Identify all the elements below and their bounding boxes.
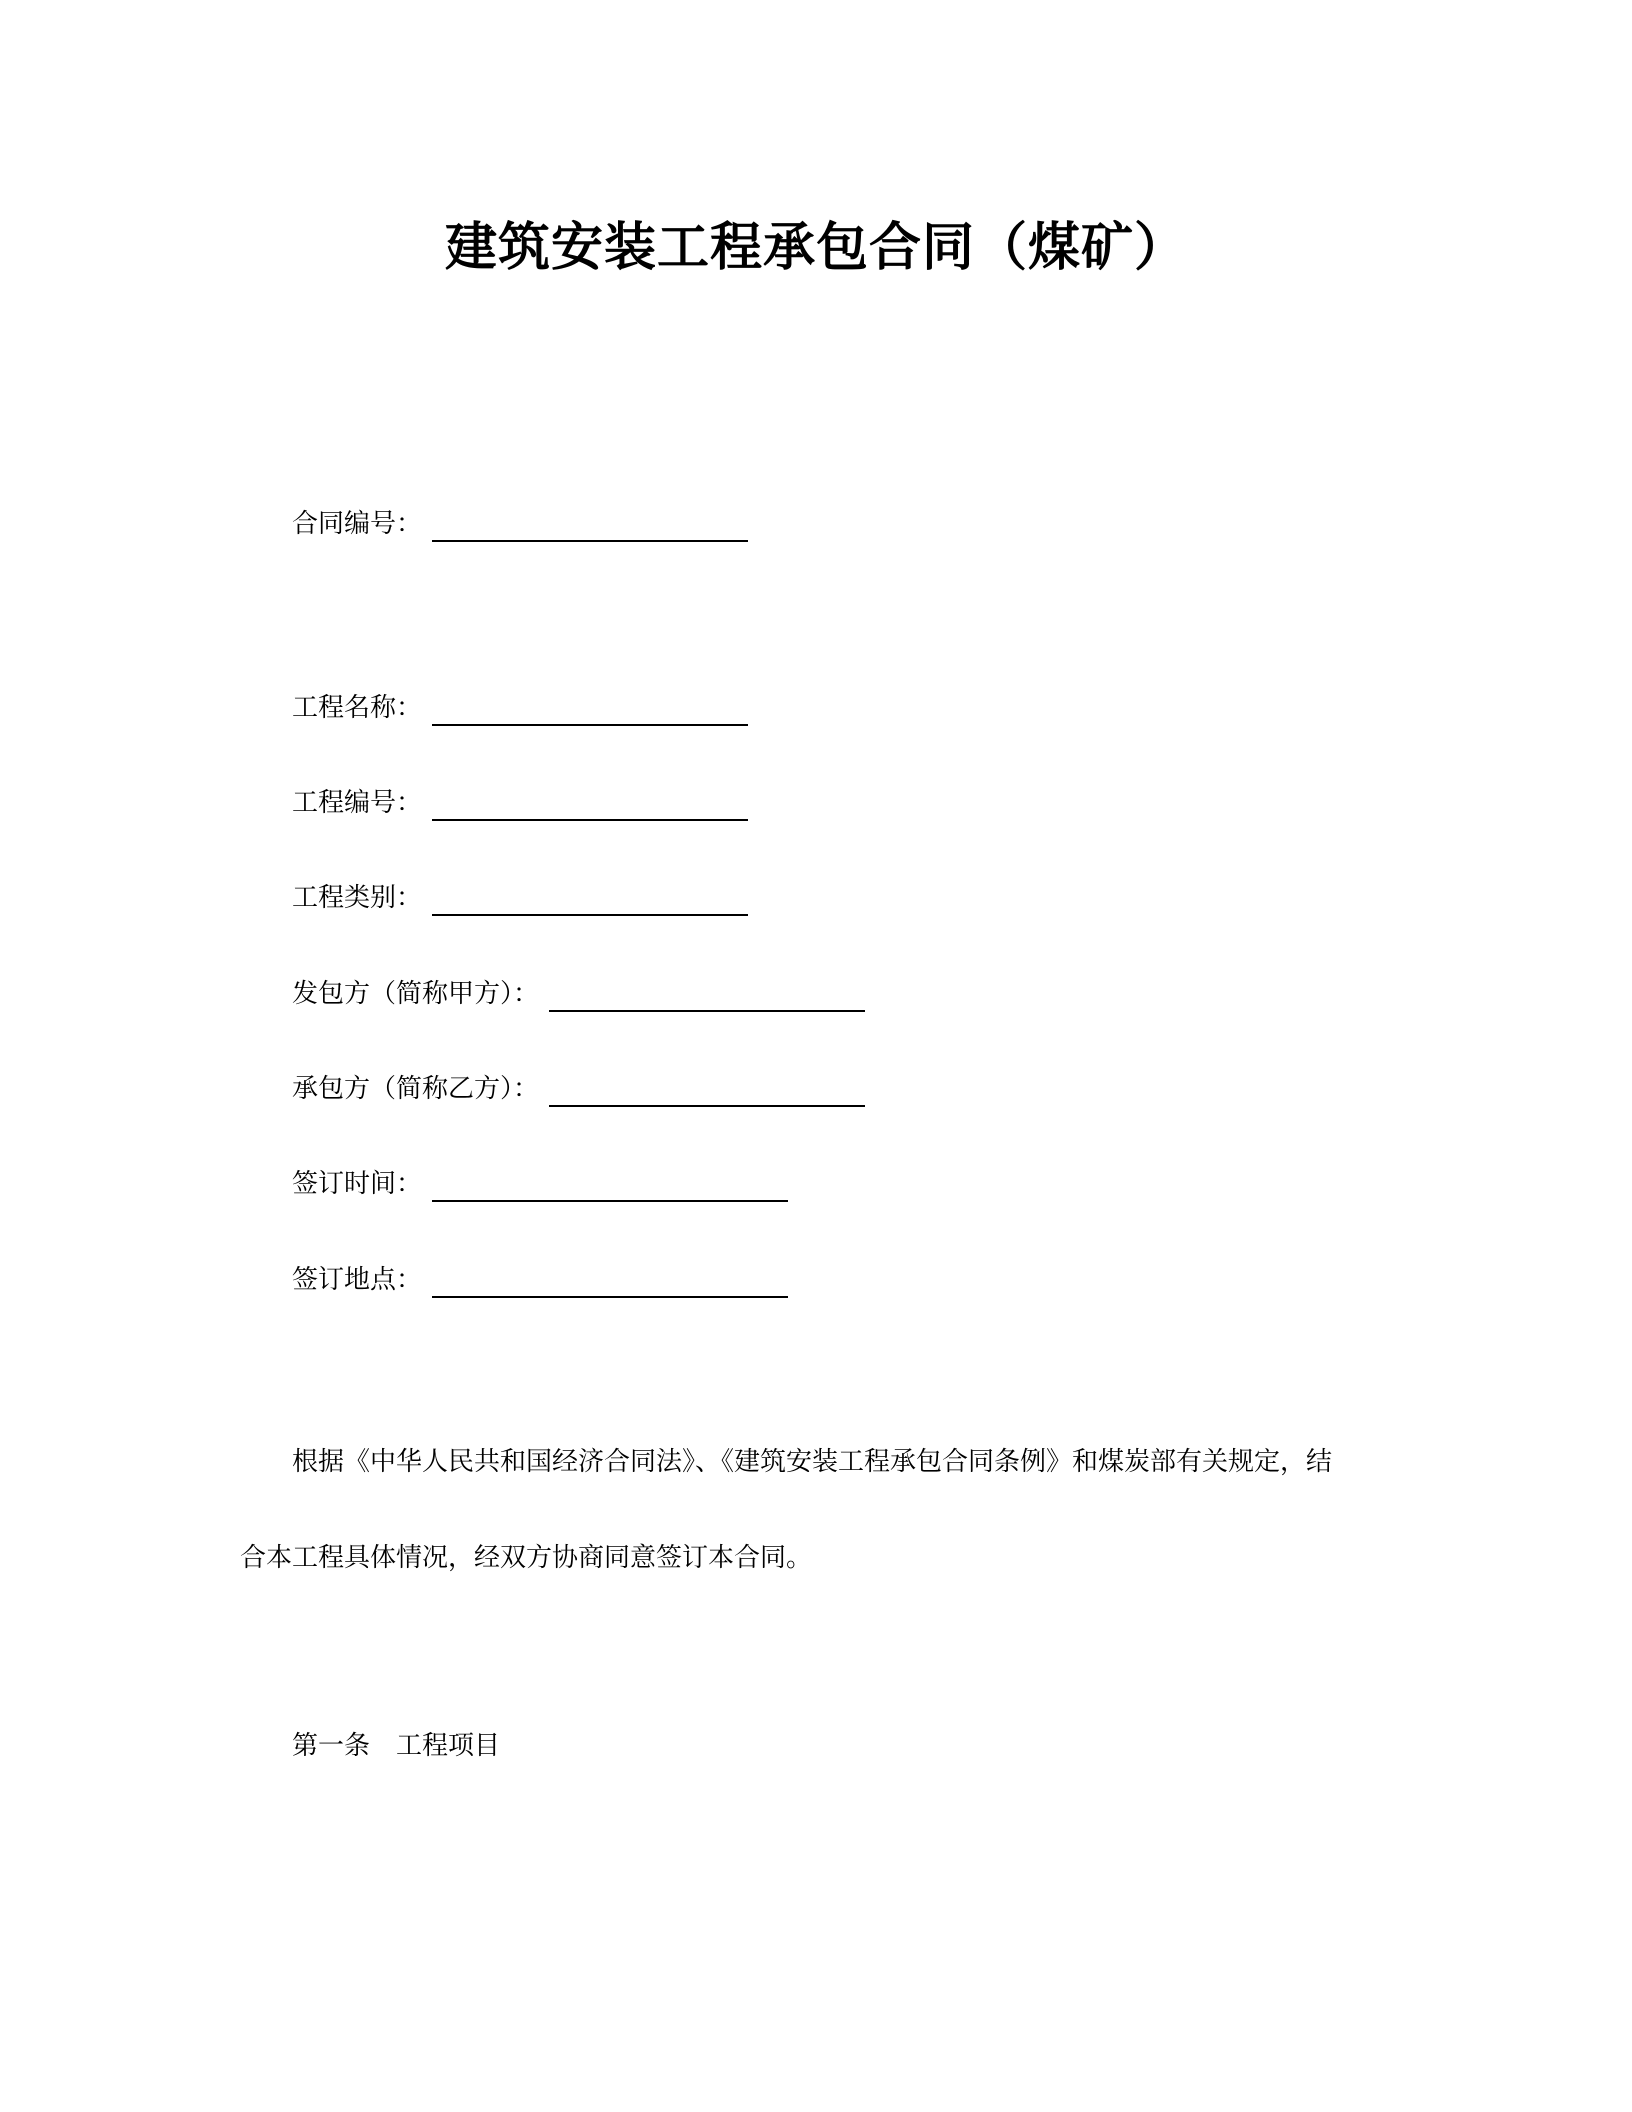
field-party-a — [292, 972, 865, 1012]
signing-place-blank[interactable] — [432, 1262, 788, 1298]
field-label: 签订地点： — [292, 1265, 423, 1295]
party-b-blank[interactable] — [549, 1071, 865, 1107]
field-signing-date — [292, 1162, 788, 1202]
field-project-category — [292, 876, 748, 916]
field-party-b — [292, 1067, 865, 1107]
field-contract-number — [292, 502, 748, 542]
contract-number-blank[interactable] — [432, 506, 748, 542]
field-signing-place — [292, 1258, 788, 1298]
signing-date-blank[interactable] — [432, 1166, 788, 1202]
preamble-line: 合本工程具体情况，经双方协商同意签订本合同。 — [240, 1543, 813, 1573]
project-number-blank[interactable] — [432, 785, 748, 821]
party-a-blank[interactable] — [549, 976, 865, 1012]
preamble-line — [240, 1414, 1400, 1510]
field-label: 签订时间： — [292, 1169, 423, 1199]
field-label: 工程编号： — [292, 788, 423, 818]
field-project-number — [292, 781, 748, 821]
field-label: 合同编号： — [292, 509, 423, 539]
project-name-blank[interactable] — [432, 690, 748, 726]
field-label: 工程名称： — [292, 693, 423, 723]
preamble-paragraph — [240, 1414, 1400, 1606]
project-category-blank[interactable] — [432, 880, 748, 916]
field-label: 发包方（简称甲方）： — [292, 979, 540, 1009]
field-label: 承包方（简称乙方）： — [292, 1074, 540, 1104]
field-project-name — [292, 686, 748, 726]
section-heading: 第一条 工程项目 — [292, 1731, 501, 1761]
preamble-text: 根据《中华人民共和国经济合同法》、《建筑安装工程承包合同条例》和煤炭部有关规定，结 — [292, 1447, 1333, 1477]
field-label: 工程类别： — [292, 883, 423, 913]
contract-title: 建筑安装工程承包合同（煤矿） — [444, 218, 1187, 278]
